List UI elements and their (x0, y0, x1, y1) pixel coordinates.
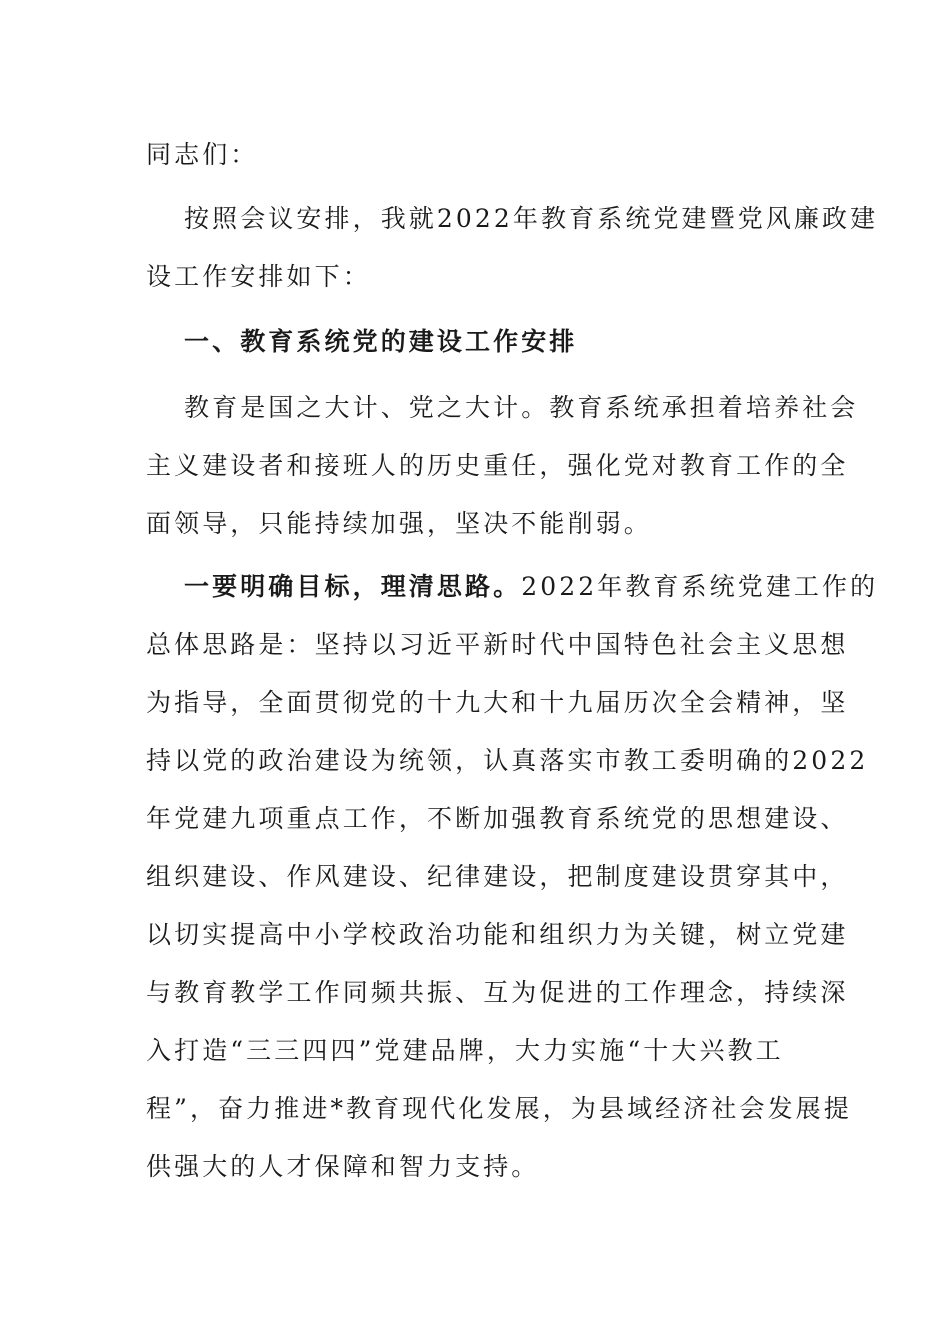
salutation: 同志们： (146, 140, 259, 169)
paragraph-line: 教育是国之大计、党之大计。教育系统承担着培养社会 (184, 393, 859, 422)
paragraph-line: 供强大的人才保障和智力支持。 (146, 1152, 540, 1181)
paragraph-line: 与教育教学工作同频共振、互为促进的工作理念，持续深 (146, 978, 849, 1007)
section1-paragraph-1 (146, 379, 859, 553)
paragraph-line: 为指导，全面贯彻党的十九大和十九届历次全会精神，坚 (146, 688, 849, 717)
paragraph-line: 主义建设者和接班人的历史重任，强化党对教育工作的全 (146, 451, 849, 480)
paragraph-line: 按照会议安排，我就2022年教育系统党建暨党风廉政建 (184, 204, 879, 233)
paragraph-line: 总体思路是：坚持以习近平新时代中国特色社会主义思想 (146, 630, 849, 659)
paragraph-line (146, 558, 879, 616)
intro-paragraph (146, 190, 879, 306)
paragraph-line: 设工作安排如下： (146, 262, 371, 291)
paragraph-line: 入打造“三三四四”党建品牌，大力实施“十大兴教工 (146, 1036, 784, 1065)
paragraph-line: 年党建九项重点工作，不断加强教育系统党的思想建设、 (146, 804, 849, 833)
paragraph-line: 程”，奋力推进*教育现代化发展，为县域经济社会发展提 (146, 1094, 852, 1123)
paragraph-line: 组织建设、作风建设、纪律建设，把制度建设贯穿其中， (146, 862, 849, 891)
paragraph-line: 以切实提高中小学校政治功能和组织力为关键，树立党建 (146, 920, 849, 949)
paragraph-line: 面领导，只能持续加强，坚决不能削弱。 (146, 509, 652, 538)
salutation-block (146, 126, 806, 184)
paragraph-text: 2022年教育系统党建工作的 (521, 572, 879, 601)
section1-paragraph-2 (146, 558, 879, 1196)
paragraph-line: 持以党的政治建设为统领，认真落实市教工委明确的2022 (146, 746, 869, 775)
section-heading: 一、教育系统党的建设工作安排 (184, 327, 578, 356)
bold-lead-sentence: 一要明确目标，理清思路。 (184, 572, 522, 601)
section-heading-block (146, 313, 806, 371)
